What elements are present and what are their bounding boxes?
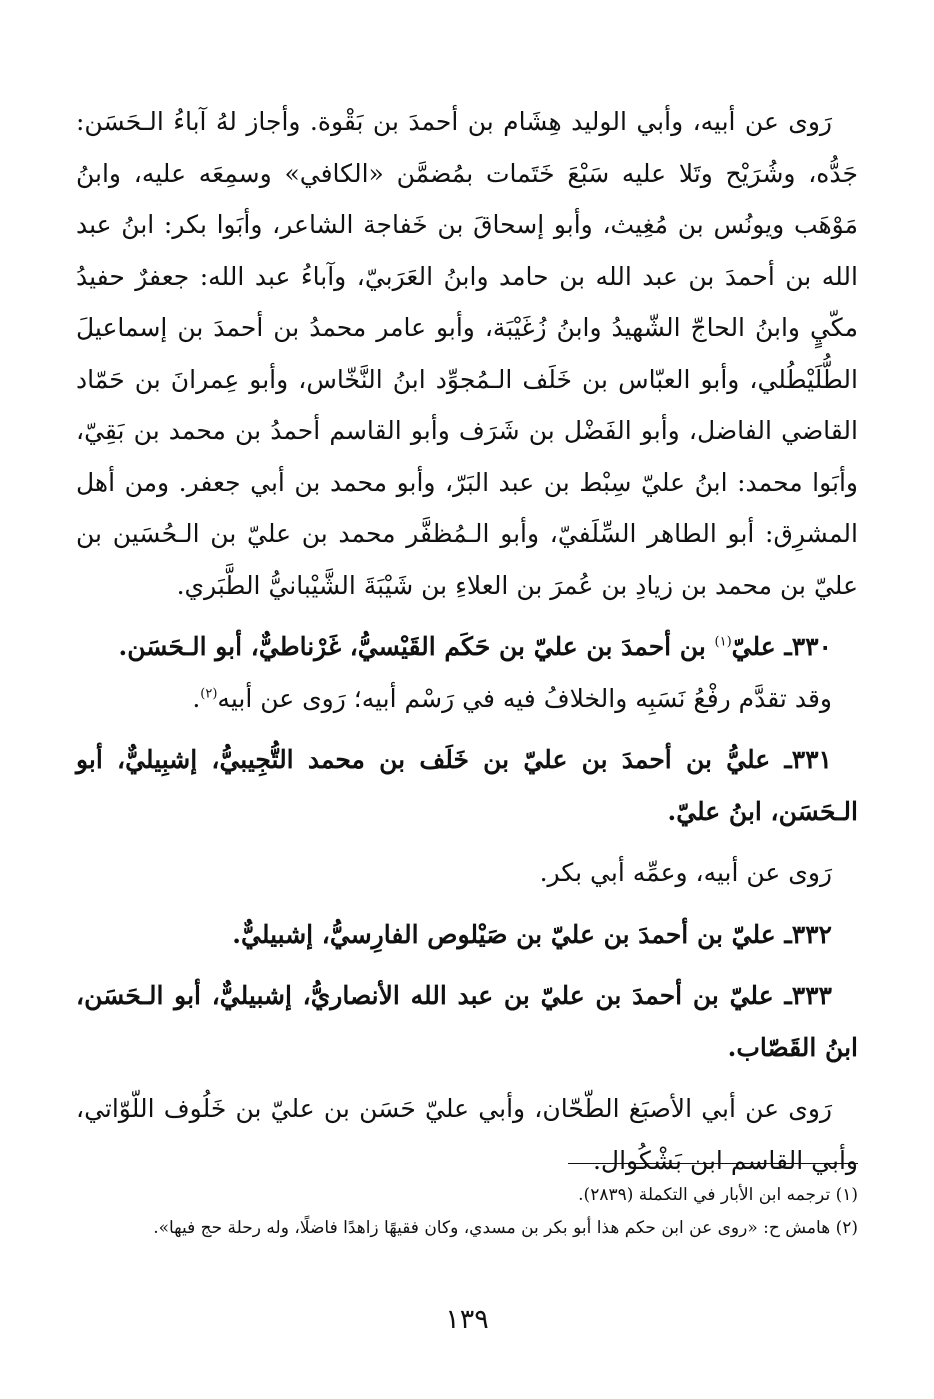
entry-heading-331: [76, 734, 858, 837]
entry-heading-text: ٣٣١ـ عليُّ بن أحمدَ بن عليّ بن خَلَف بن محمد التُّجِيبيُّ، إشبِيليٌّ، أبو الـحَسَن، ابنُ عليّ.: [76, 745, 858, 826]
footnote-divider: [568, 1163, 858, 1164]
footnotes: [76, 1180, 858, 1246]
footnote-ref-1: (١): [714, 634, 732, 650]
paragraph-entry-331: [76, 847, 858, 899]
body-text: [76, 96, 858, 1186]
footnote-1: (١) ترجمه ابن الأبار في التكملة (٢٨٣٩).: [578, 1185, 858, 1205]
footnote-2: (٢) هامش ح: «روى عن ابن حكم هذا أبو بكر بن مسدي، وكان فقيهًا زاهدًا فاضلًا، وله رحلة حج فيها».: [153, 1218, 858, 1238]
entry-heading-333: [76, 970, 858, 1073]
paragraph-text: وقد تقدَّم رفْعُ نَسَبِه والخلافُ فيه في رَسْم أبيه؛ رَوى عن أبيه: [217, 683, 832, 713]
entry-heading-332: [76, 909, 858, 961]
paragraph-text: رَوى عن أبي الأصبَغ الطّحّان، وأبي عليّ حَسَن بن عليّ بن خَلُوف اللّوّاتي، وأبي القاسم ابن بَشْكُوال.: [76, 1094, 858, 1175]
paragraph-text: رَوى عن أبيه، وأبي الوليد هِشَام بن أحمدَ بن بَقْوة. وأجاز لهُ آباءُ الـحَسَن: جَدُّه، وشُرَيْح وتَلا عليه سَبْعَ خَتَمات بمُضمَّن «الكافي» وسمِعَه عليه، وابنُ مَوْهَب ويونُس بن مُغِيث، وأبو إسحاقَ بن خَفاجة الشاعر، وأبَوا بكر: ابنُ عبد الله بن أحمدَ بن عبد الله بن حامد وابنُ العَرَبيّ، وآباءُ عبد الله: جعفرٌ حفيدُ مكّيٍ وابنُ الحاجّ الشّهيدُ وابنُ زُغَيْبَة، وأبو عامر محمدُ بن أحمدَ بن إسماعيلَ الطُّلَيْطُلي، وأبو العبّاس بن خَلَف الـمُجوِّد ابنُ النَّخّاس، وأبو عِمرانَ بن حَمّاد القاضي الفاضل، وأبو الفَضْل بن شَرَف وأبو القاسم أحمدُ بن محمد بن بَقِيّ، وأبَوا محمد: ابنُ عليّ سِبْط بن عبد البَرّ، وأبو محمد بن أبي جعفر. ومن أهل المشرِق: أبو الطاهر السِّلَفيّ، وأبو الـمُظفَّر محمد بن عليّ بن الـحُسَين بن عليّ بن محمد بن زيادِ بن عُمرَ بن العلاءِ بن شَيْبَةَ الشَّيْبانيُّ الطَّبَري.: [76, 107, 858, 600]
paragraph-text: رَوى عن أبيه، وعمِّه أبي بكر.: [539, 858, 832, 887]
entry-heading-text: ٣٣٣ـ عليّ بن أحمدَ بن عليّ بن عبد الله الأنصاريُّ، إشبيليٌّ، أبو الـحَسَن، ابنُ القَصّاب.: [76, 981, 858, 1062]
page-number: ١٣٩: [445, 1304, 489, 1335]
footnote-ref-2: (٢): [200, 686, 218, 702]
entry-heading-text: بن أحمدَ بن عليّ بن حَكَم القَيْسيُّ، غَرْناطيٌّ، أبو الـحَسَن.: [118, 632, 715, 661]
entry-heading-number: ٣٣٠ـ عليّ: [731, 632, 832, 661]
paragraph-entry-330: [76, 673, 858, 725]
paragraph-narration: [76, 96, 858, 611]
paragraph-end: .: [192, 683, 201, 713]
entry-heading-330: [76, 621, 858, 673]
entry-heading-text: ٣٣٢ـ عليّ بن أحمدَ بن عليّ بن صَيْلوص الفارِسيُّ، إشبيليٌّ.: [232, 919, 832, 949]
paragraph-entry-333: [76, 1083, 858, 1186]
